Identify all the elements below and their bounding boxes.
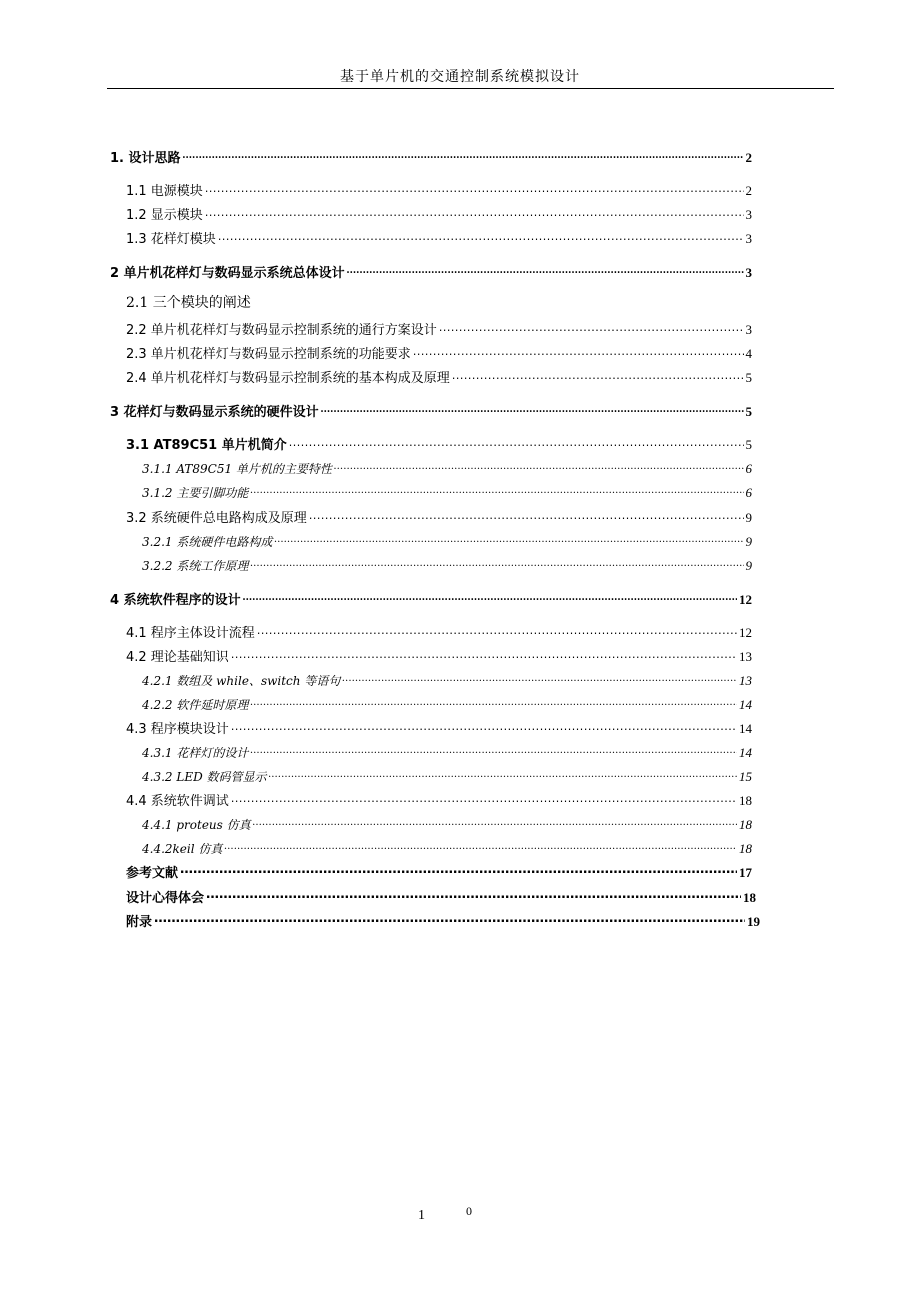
toc-entry-page: 13 bbox=[739, 673, 752, 688]
toc-entry-label: 2.3 单片机花样灯与数码显示控制系统的功能要求 bbox=[126, 347, 411, 362]
toc-leader bbox=[231, 720, 737, 733]
toc-leader bbox=[250, 744, 737, 757]
toc-entry-label: 3.1 AT89C51 单片机简介 bbox=[126, 438, 287, 453]
toc-leader bbox=[269, 768, 737, 781]
page-number: 1 bbox=[418, 1208, 425, 1223]
toc-entry-label: 1.3 花样灯模块 bbox=[126, 232, 216, 247]
toc-entry-page: 12 bbox=[739, 592, 752, 607]
toc-entry[interactable] bbox=[142, 840, 752, 855]
toc-entry-label: 4.4.2keil 仿真 bbox=[142, 842, 223, 856]
toc-entry-label: 4.2.1 数组及 while、switch 等语句 bbox=[142, 674, 341, 688]
toc-entry-label: 4.2.2 软件延时原理 bbox=[142, 698, 249, 712]
toc-entry-page: 14 bbox=[739, 697, 752, 712]
toc-entry[interactable] bbox=[142, 460, 752, 475]
toc-leader bbox=[289, 436, 744, 449]
toc-leader bbox=[334, 460, 744, 473]
toc-entry-page: 14 bbox=[739, 745, 752, 760]
toc-entry[interactable] bbox=[142, 696, 752, 711]
toc-entry[interactable] bbox=[142, 672, 752, 687]
toc-entry-label: 4.4 系统软件调试 bbox=[126, 794, 229, 809]
toc-leader bbox=[250, 484, 743, 497]
toc-entry-page: 5 bbox=[745, 437, 752, 452]
toc-entry[interactable] bbox=[126, 230, 752, 246]
toc-leader bbox=[250, 696, 737, 709]
toc-leader bbox=[253, 816, 737, 829]
toc-entry-page: 18 bbox=[739, 817, 752, 832]
toc-leader bbox=[206, 889, 741, 902]
toc-leader bbox=[274, 533, 743, 546]
toc-leader bbox=[224, 840, 737, 853]
toc-leader bbox=[250, 557, 743, 570]
toc-entry-page: 5 bbox=[745, 370, 752, 385]
toc-entry[interactable] bbox=[126, 509, 752, 525]
toc-entry[interactable] bbox=[126, 648, 752, 664]
toc-entry-page: 14 bbox=[739, 721, 752, 736]
toc-entry-label: 4.4.1 proteus 仿真 bbox=[142, 818, 251, 832]
toc-entry-label: 设计心得体会 bbox=[126, 891, 205, 906]
toc-entry[interactable] bbox=[126, 182, 752, 198]
toc-entry[interactable] bbox=[126, 913, 760, 929]
toc-entry-page: 2 bbox=[745, 150, 752, 165]
toc-leader bbox=[347, 264, 744, 277]
toc-entry-page: 18 bbox=[739, 793, 752, 808]
toc-entry-label: 4.3 程序模块设计 bbox=[126, 722, 229, 737]
toc-entry-page: 4 bbox=[745, 346, 752, 361]
toc-entry-page: 9 bbox=[745, 558, 752, 573]
toc-leader bbox=[439, 321, 744, 334]
toc-leader bbox=[205, 206, 744, 219]
toc-entry-page: 17 bbox=[739, 865, 752, 880]
toc-entry-page: 9 bbox=[745, 534, 752, 549]
toc-leader bbox=[309, 509, 744, 522]
toc-entry[interactable] bbox=[126, 206, 752, 222]
toc-entry[interactable] bbox=[126, 296, 251, 310]
toc-entry[interactable] bbox=[142, 484, 752, 499]
toc-entry[interactable] bbox=[126, 889, 756, 905]
toc-entry-label: 3 花样灯与数码显示系统的硬件设计 bbox=[110, 405, 319, 420]
toc-entry-label: 4.3.1 花样灯的设计 bbox=[142, 746, 249, 760]
toc-entry-page: 18 bbox=[739, 841, 752, 856]
toc-entry-label: 2.1 三个模块的阐述 bbox=[126, 295, 251, 311]
header-rule bbox=[107, 88, 834, 89]
toc-entry-label: 4.3.2 LED 数码管显示 bbox=[142, 770, 267, 784]
toc-entry-page: 3 bbox=[745, 231, 752, 246]
toc-entry-label: 1.2 显示模块 bbox=[126, 208, 203, 223]
toc-entry-label: 参考文献 bbox=[126, 866, 179, 881]
toc-entry[interactable] bbox=[110, 591, 752, 607]
toc-entry-page: 3 bbox=[745, 322, 752, 337]
toc-entry[interactable] bbox=[126, 792, 752, 808]
toc-entry[interactable] bbox=[126, 864, 752, 880]
toc-entry[interactable] bbox=[142, 533, 752, 548]
toc-entry-label: 3.2 系统硬件总电路构成及原理 bbox=[126, 511, 307, 526]
toc-entry-label: 4 系统软件程序的设计 bbox=[110, 593, 241, 608]
toc-entry[interactable] bbox=[142, 816, 752, 831]
toc-entry[interactable] bbox=[142, 744, 752, 759]
toc-entry[interactable] bbox=[126, 436, 752, 452]
toc-leader bbox=[180, 864, 737, 877]
toc-entry-label: 3.2.2 系统工作原理 bbox=[142, 559, 249, 573]
toc-entry[interactable] bbox=[126, 624, 752, 640]
toc-entry-page: 5 bbox=[745, 404, 752, 419]
toc-entry-label: 4.2 理论基础知识 bbox=[126, 650, 229, 665]
toc-leader bbox=[231, 792, 737, 805]
toc-entry-label: 3.2.1 系统硬件电路构成 bbox=[142, 535, 273, 549]
toc-entry-label: 4.1 程序主体设计流程 bbox=[126, 626, 255, 641]
toc-entry[interactable] bbox=[110, 149, 752, 165]
toc-entry[interactable] bbox=[110, 264, 752, 280]
toc-entry-page: 3 bbox=[745, 265, 752, 280]
toc-entry-label: 附录 bbox=[126, 915, 153, 930]
toc-leader bbox=[183, 149, 744, 162]
toc-entry[interactable] bbox=[126, 321, 752, 337]
toc-entry[interactable] bbox=[126, 345, 752, 361]
page-number-sub: 0 bbox=[466, 1204, 472, 1218]
toc-entry-page: 18 bbox=[743, 890, 756, 905]
toc-entry-page: 6 bbox=[745, 485, 752, 500]
toc-entry-page: 2 bbox=[745, 183, 752, 198]
toc-entry-page: 9 bbox=[745, 510, 752, 525]
toc-entry-page: 3 bbox=[745, 207, 752, 222]
toc-leader bbox=[243, 591, 737, 604]
toc-entry-label: 3.1.1 AT89C51 单片机的主要特性 bbox=[142, 462, 332, 476]
toc-entry-label: 2 单片机花样灯与数码显示系统总体设计 bbox=[110, 266, 345, 281]
toc-entry-page: 6 bbox=[745, 461, 752, 476]
toc-entry-page: 12 bbox=[739, 625, 752, 640]
toc-leader bbox=[231, 648, 737, 661]
toc-entry[interactable] bbox=[142, 768, 752, 783]
toc-entry-label: 1.1 电源模块 bbox=[126, 184, 203, 199]
toc-entry-label: 3.1.2 主要引脚功能 bbox=[142, 486, 249, 500]
toc-entry[interactable] bbox=[126, 369, 752, 385]
toc-entry-label: 2.2 单片机花样灯与数码显示控制系统的通行方案设计 bbox=[126, 323, 437, 338]
toc-leader bbox=[321, 403, 744, 416]
toc-leader bbox=[218, 230, 744, 243]
toc-leader bbox=[257, 624, 737, 637]
page-header-title: 基于单片机的交通控制系统模拟设计 bbox=[340, 69, 580, 85]
toc-entry-page: 19 bbox=[747, 914, 760, 929]
toc-leader bbox=[205, 182, 744, 195]
toc-entry-page: 15 bbox=[739, 769, 752, 784]
toc-leader bbox=[154, 913, 745, 926]
toc-entry[interactable] bbox=[126, 720, 752, 736]
toc-leader bbox=[342, 672, 737, 685]
toc-entry-label: 2.4 单片机花样灯与数码显示控制系统的基本构成及原理 bbox=[126, 371, 450, 386]
toc-leader bbox=[452, 369, 744, 382]
toc-entry[interactable] bbox=[142, 557, 752, 572]
toc-entry-page: 13 bbox=[739, 649, 752, 664]
toc-entry-label: 1. 设计思路 bbox=[110, 151, 181, 166]
toc-entry[interactable] bbox=[110, 403, 752, 419]
toc-leader bbox=[413, 345, 744, 358]
